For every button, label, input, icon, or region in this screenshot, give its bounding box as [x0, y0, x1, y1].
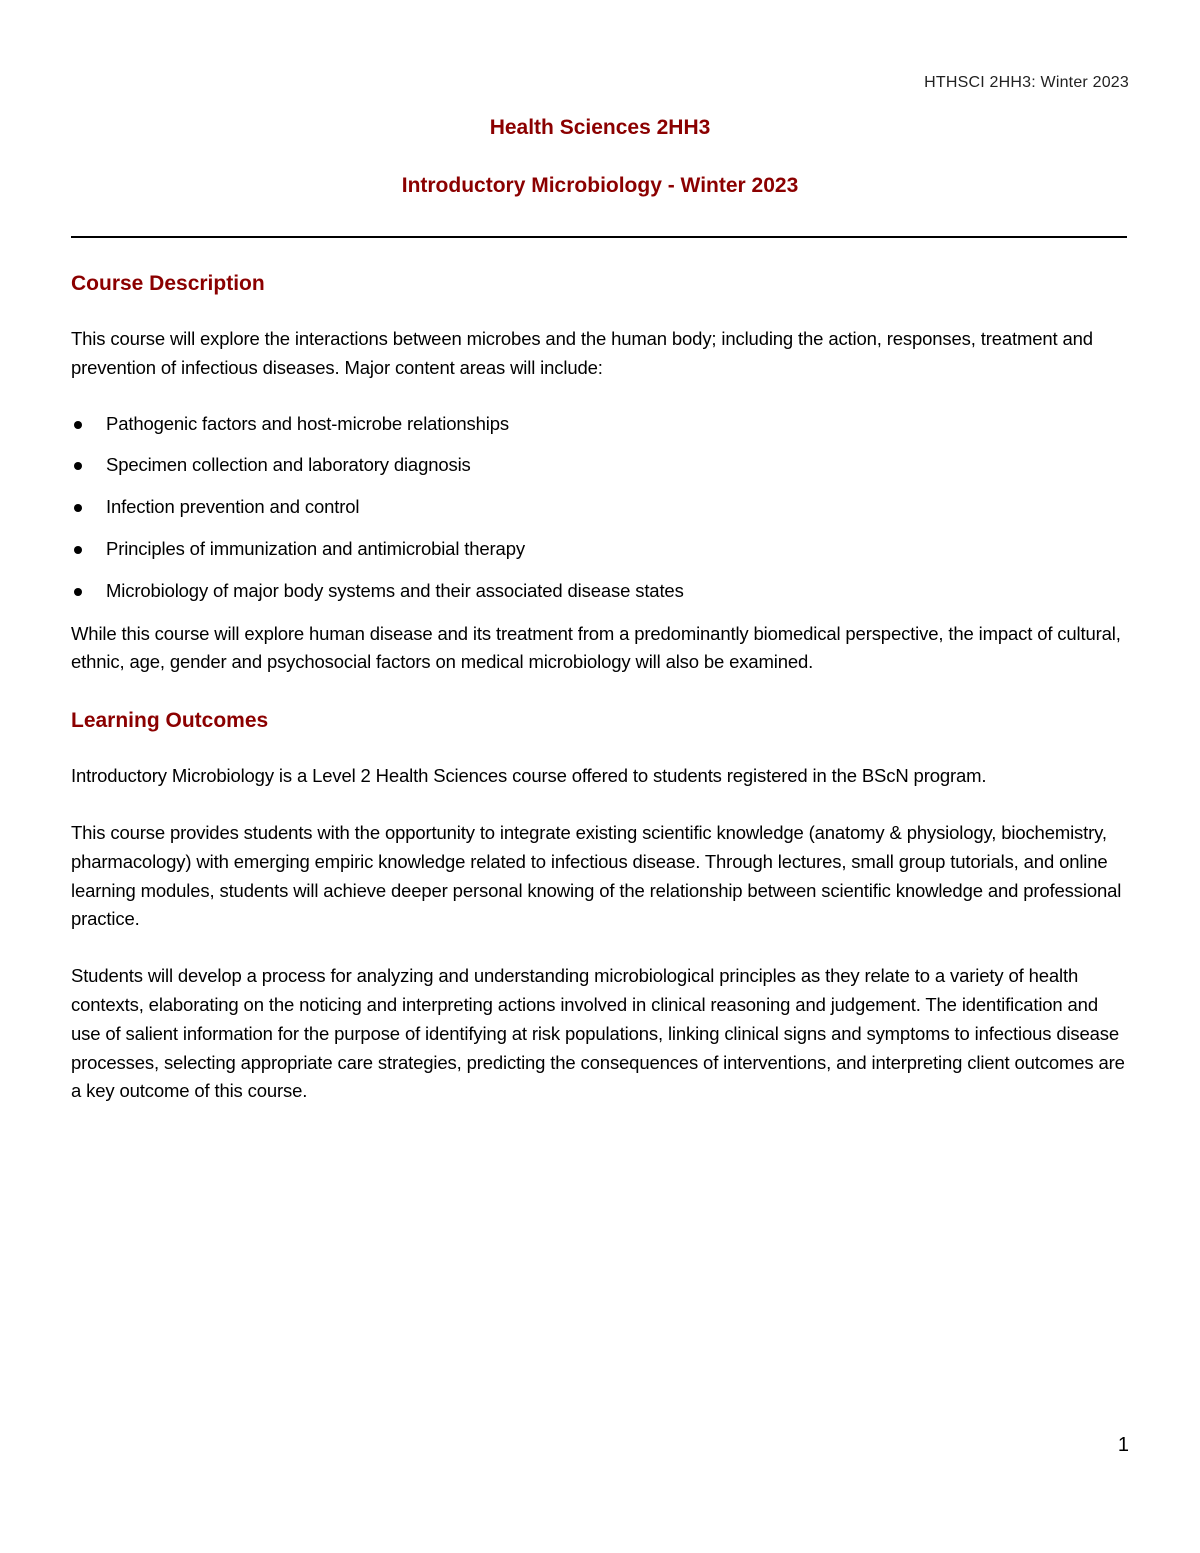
course-description-heading: Course Description: [71, 272, 265, 295]
list-item: [71, 451, 1127, 480]
list-item-text: Principles of immunization and antimicrobial therapy: [106, 537, 525, 559]
page-number: 1: [1117, 1434, 1129, 1456]
bullet-icon: [74, 421, 82, 429]
bullet-icon: [74, 504, 82, 512]
title-divider: [71, 236, 1127, 238]
course-description-closing: While this course will explore human disease and its treatment from a predominantly biomedical perspective, the impact of cultural, ethnic, age, gender and psychosocial factors on medical microbiology will also be examined.: [71, 622, 1121, 673]
main-content: [71, 270, 1127, 1106]
course-code-title: Health Sciences 2HH3: [489, 116, 711, 139]
learning-outcomes-paragraph: Students will develop a process for analyzing and understanding microbiological principles as they relate to a variety of health contexts, elaborating on the noticing and interpreting actions involved in clinical reasoning and judgement. The identification and use of salient information for the purpose of identifying at risk populations, linking clinical signs and symptoms to infectious disease processes, selecting appropriate care strategies, predicting the consequences of interventions, and interpreting client outcomes are a key outcome of this course.: [71, 965, 1125, 1102]
list-item: [71, 535, 1127, 564]
learning-outcomes-paragraph: This course provides students with the opportunity to integrate existing scientific knowledge (anatomy & physiology, biochemistry, pharmacology) with emerging empiric knowledge related to infectious disease. Through lectures, small group tutorials, and online learning modules, students will achieve deeper personal knowing of the relationship between scientific knowledge and professional practice.: [71, 821, 1122, 930]
course-name-title: Introductory Microbiology - Winter 2023: [401, 174, 799, 197]
list-item-text: Specimen collection and laboratory diagnosis: [106, 454, 471, 476]
learning-outcomes-heading: Learning Outcomes: [71, 709, 269, 733]
bullet-icon: [74, 462, 82, 470]
list-item: [71, 410, 1127, 439]
list-item: [71, 493, 1127, 522]
list-item-text: Microbiology of major body systems and their associated disease states: [106, 579, 684, 601]
list-item-text: Infection prevention and control: [106, 496, 360, 518]
list-item: [71, 577, 1127, 606]
learning-outcomes-paragraph: Introductory Microbiology is a Level 2 Health Sciences course offered to students registered in the BScN program.: [71, 765, 987, 787]
list-item-text: Pathogenic factors and host-microbe relationships: [106, 412, 509, 434]
bullet-icon: [74, 588, 82, 596]
content-areas-list: [71, 410, 1127, 606]
bullet-icon: [74, 546, 82, 554]
course-description-intro: This course will explore the interactions between microbes and the human body; including the action, responses, treatment and prevention of infectious diseases. Major content areas will include:: [71, 328, 1093, 378]
running-header: HTHSCI 2HH3: Winter 2023: [924, 74, 1129, 91]
